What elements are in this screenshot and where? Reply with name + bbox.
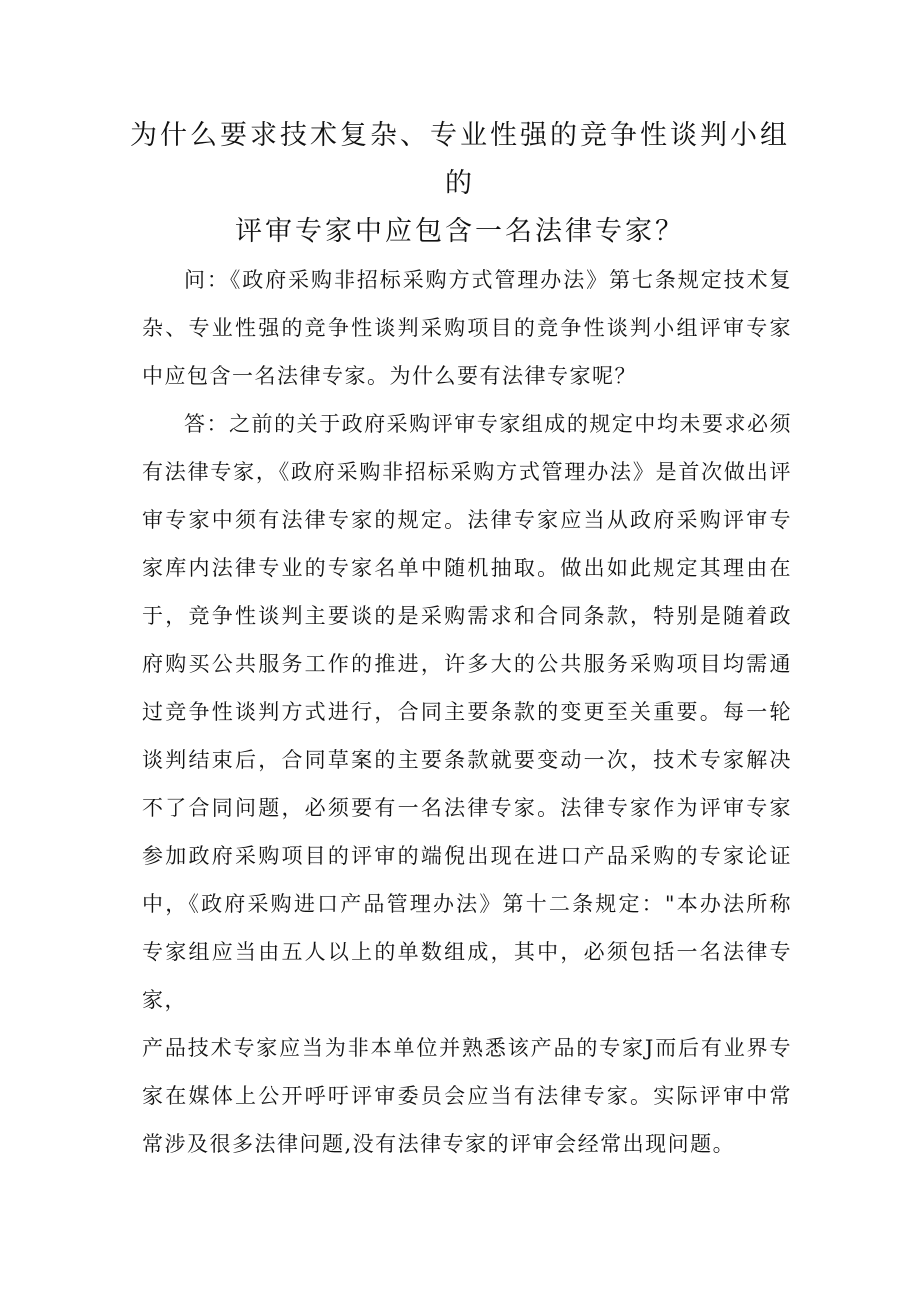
question-paragraph: 问：《政府采购非招标采购方式管理办法》第七条规定技术复杂、专业性强的竞争性谈判采购项目的竞争性谈判小组评审专家中应包含一名法律专家。为什么要有法律专家呢？ — [142, 268, 792, 388]
document-body — [142, 256, 792, 1168]
title-line-2: 评审专家中应包含一名法律专家？ — [235, 216, 685, 247]
document-title — [120, 112, 800, 256]
answer-paragraph: 答：之前的关于政府采购评审专家组成的规定中均未要求必须有法律专家，《政府采购非招标采购方式管理办法》是首次做出评审专家中须有法律专家的规定。法律专家应当从政府采购评审专家库内法律专业的专家名单中随机抽取。做出如此规定其理由在于，竞争性谈判主要谈的是采购需求和合同条款，特别是随着政府购买公共服务工作的推进，许多大的公共服务采购项目均需通过竞争性谈判方式进行，合同主要条款的变更至关重要。每一轮谈判结束后，合同草案的主要条款就要变动一次，技术专家解决不了合同问题，必须要有一名法律专家。法律专家作为评审专家参加政府采购项目的评审的端倪出现在进口产品采购的专家论证中，《政府采购进口产品管理办法》第十二条规定："本办法所称专家组应当由五人以上的单数组成，其中，必须包括一名法律专家， — [142, 412, 792, 1012]
continuation-paragraph: 产品技术专家应当为非本单位并熟悉该产品的专家J而后有业界专家在媒体上公开呼吁评审委员会应当有法律专家。实际评审中常常涉及很多法律问题,没有法律专家的评审会经常出现问题。 — [142, 1036, 792, 1156]
title-line-1: 为什么要求技术复杂、专业性强的竞争性谈判小组的 — [130, 120, 790, 199]
